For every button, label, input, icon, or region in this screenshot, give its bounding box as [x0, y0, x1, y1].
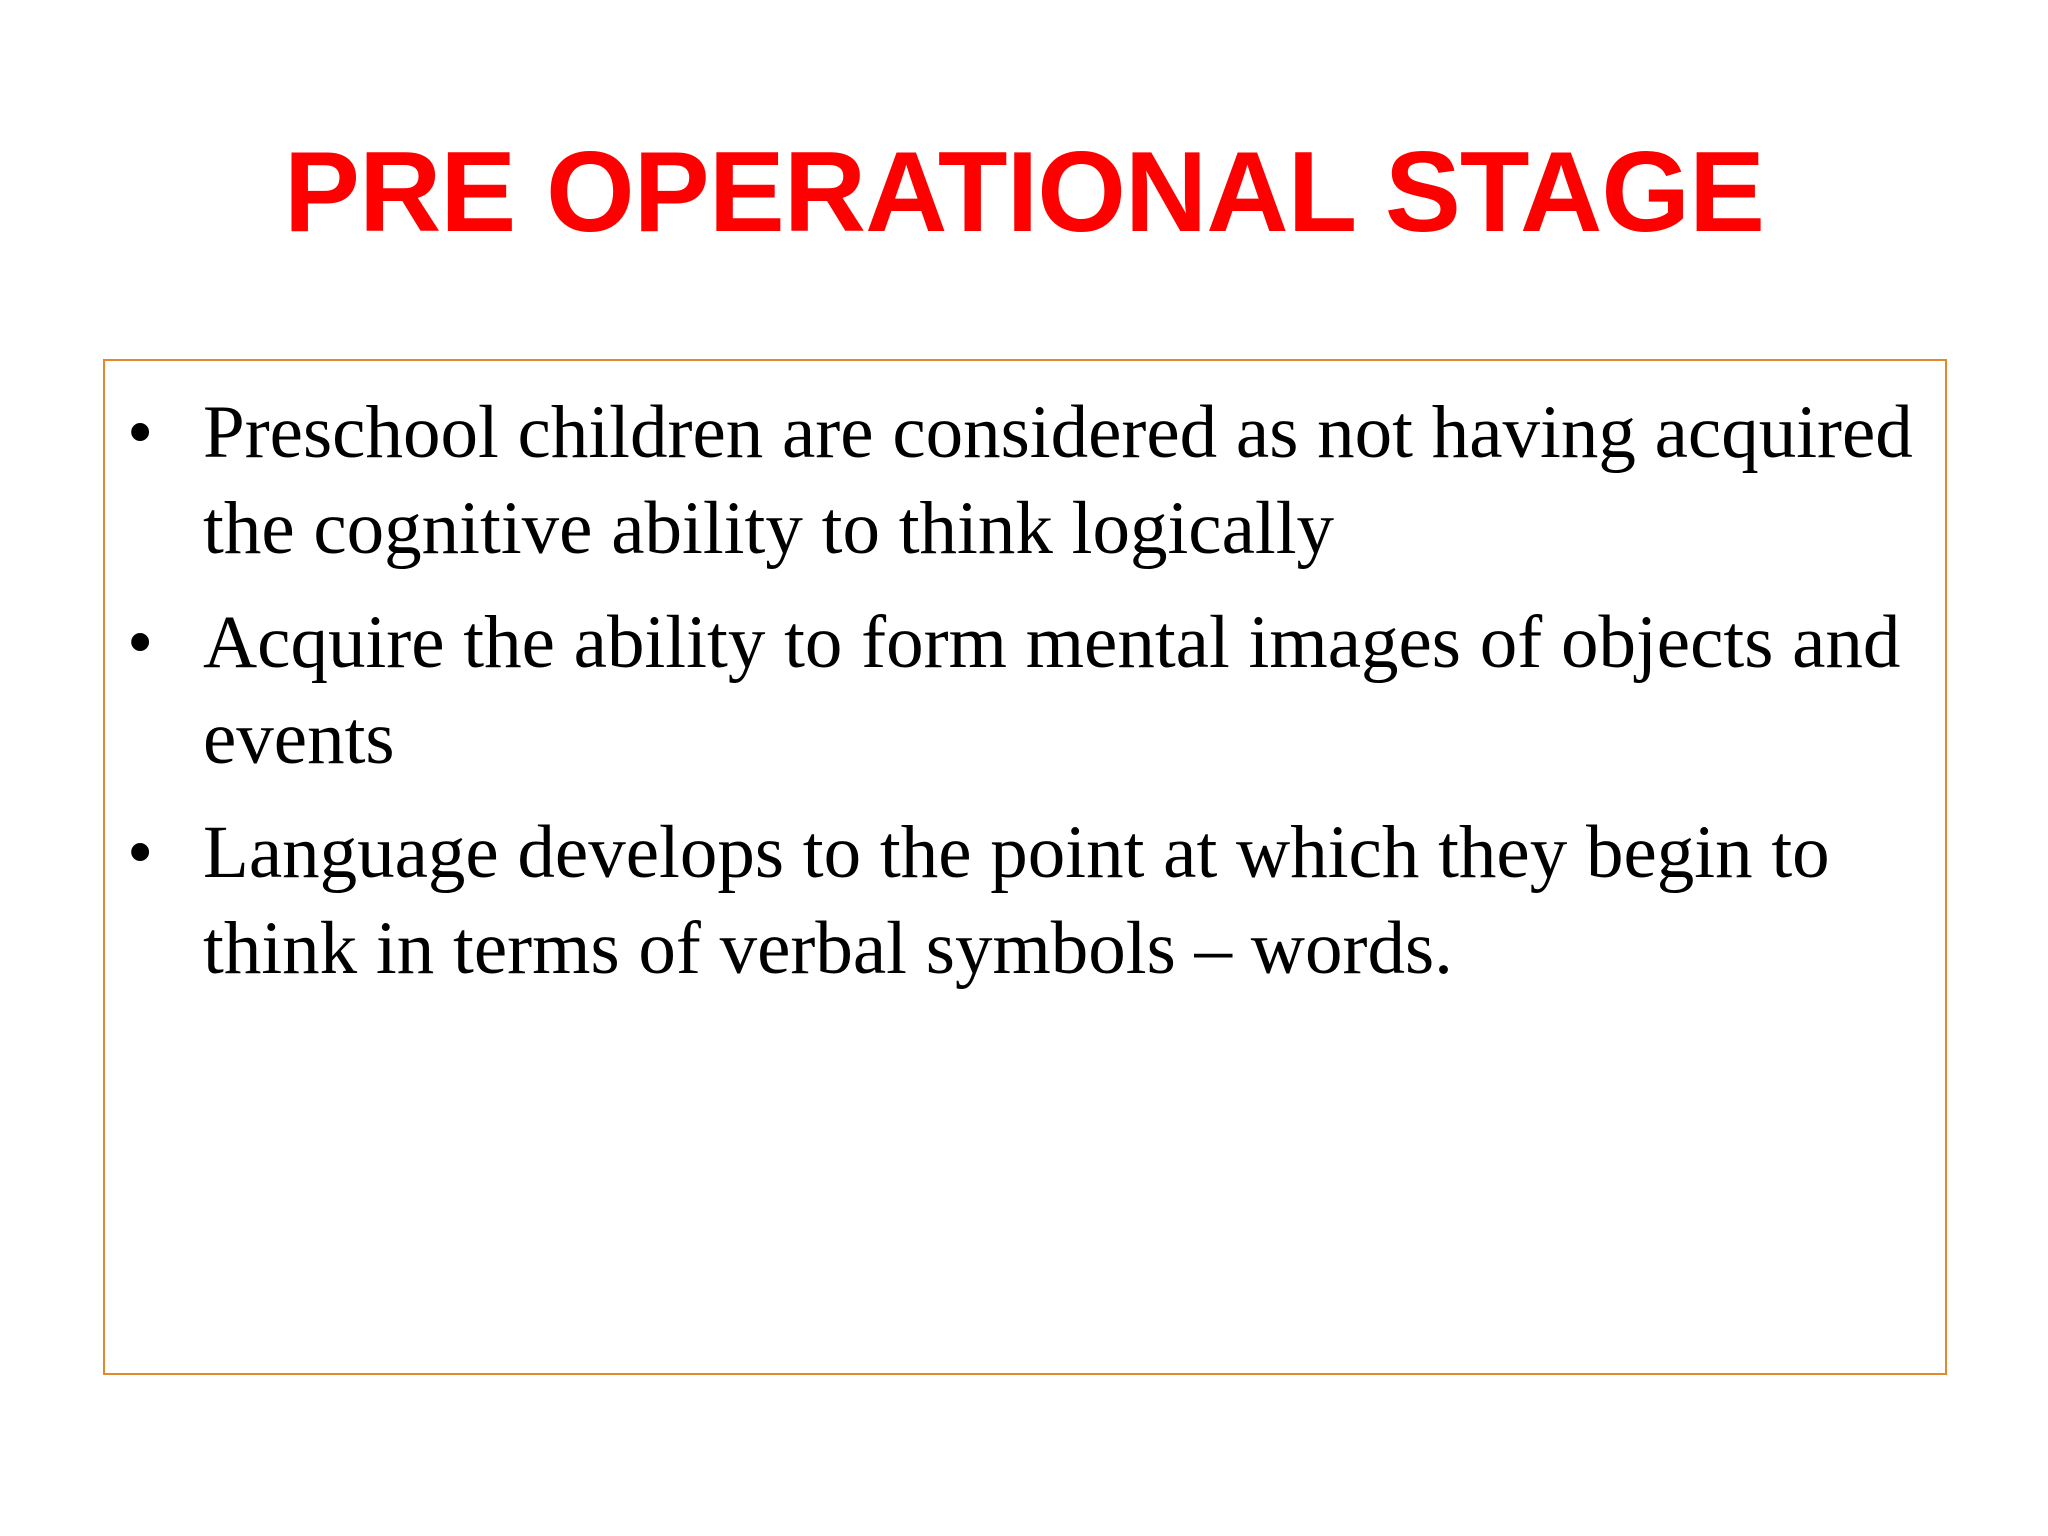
bullet-icon: • [127, 601, 154, 684]
bullet-item [105, 805, 1945, 997]
content-box [103, 359, 1947, 1375]
bullet-text: Language develops to the point at which they begin to think in terms of verbal symbols – words. [203, 811, 1830, 990]
bullet-text: Preschool children are considered as not having acquired the cognitive ability to think logically [203, 391, 1913, 570]
bullet-item [105, 385, 1945, 577]
bullet-icon: • [127, 391, 154, 474]
bullet-item [105, 595, 1945, 787]
bullet-list [105, 385, 1945, 1015]
bullet-icon: • [127, 811, 154, 894]
bullet-text: Acquire the ability to form mental images of objects and events [203, 601, 1901, 780]
slide-title: PRE OPERATIONAL STAGE [283, 129, 1765, 256]
